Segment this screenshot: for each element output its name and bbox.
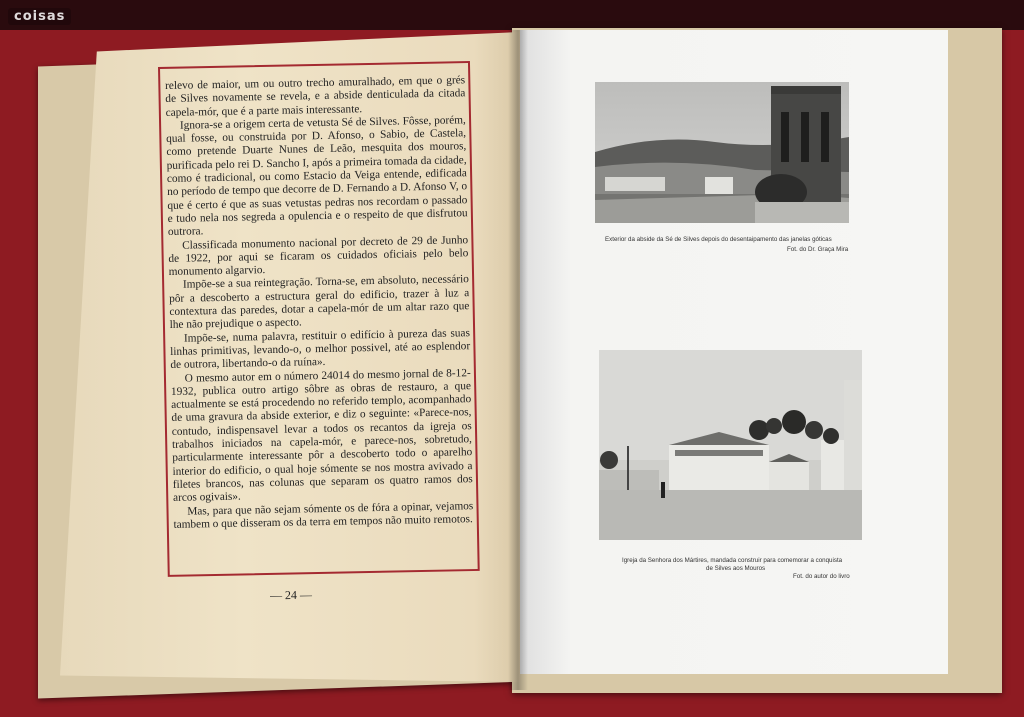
background-top xyxy=(0,0,1024,30)
body-paragraph: Mas, para que não sejam sómente os de fóra a opinar, vejamos tambem o que disseram os da terra em tempos não muito remotos. xyxy=(173,499,474,531)
book-gutter xyxy=(508,30,528,690)
body-paragraph: Impõe-se a sua reintegração. Torna-se, em absoluto, necessário pôr a descoberto a estructura geral do edificio, trazer à luz a contextura das paredes, dotar a capela-mór de um altar razo que lhe não prejudique o aspecto. xyxy=(169,273,470,332)
photo-igreja-image xyxy=(599,350,862,540)
photo2-credit: Fot. do autor do livro xyxy=(793,573,850,580)
watermark-logo: coisas xyxy=(8,8,71,25)
body-paragraph: relevo de maior, um ou outro trecho amuralhado, em que o grés de Silves novamente se revela, e a abside denticulada da citada capela-mór, que é a parte mais interessante. xyxy=(165,74,466,119)
photo2-caption-line1: Igreja da Senhora dos Mártires, mandada construir para comemorar a conquista xyxy=(622,557,843,564)
page-number: — 24 — xyxy=(269,587,313,603)
photo1-caption: Exterior da abside da Sé de Silves depois do desentaipamento das janelas góticas xyxy=(605,236,832,243)
body-paragraph: Impõe-se, numa palavra, restituir o edifício à pureza das suas linhas primitivas, levando-o, o melhor possivel, até ao esplendor de outrora, libertando-o da ruína». xyxy=(170,326,471,372)
body-paragraph: O mesmo autor em o número 24014 do mesmo jornal de 8-12-1932, publica outro artigo sôbre as obras de restauro, a que actualmente se está procedendo no referido templo, acompanhado de uma gravura da abside exterior, e diz o seguinte: «Parece-nos, contudo, indispensavel levar a todos os recantos da igreja os trabalhos iniciados na capela-mór, e parece-nos, sobretudo, particularmente interessante pôr a descoberto todo o aparelho interior do edificio, o qual hoje sómente se nos mostra avivado a filetes brancos, nas colunas que separam os quatro ramos dos arcos ogivais». xyxy=(170,366,473,505)
photo-igreja-martires xyxy=(599,350,862,540)
photo2-caption-line2: de Silves aos Mouros xyxy=(706,565,766,572)
photo1-credit: Fot. do Dr. Graça Mira xyxy=(787,246,849,253)
body-paragraph: Classificada monumento nacional por decreto de 29 de Junho de 1922, por aqui se ficaram os cuidados oficiais pelo belo monumento algarvio. xyxy=(168,233,469,279)
left-page-text xyxy=(165,74,474,532)
photo-se-silves-abside xyxy=(595,82,849,223)
photo-se-silves-image xyxy=(595,82,849,223)
body-paragraph: Ignora-se a origem certa de vetusta Sé de Silves. Fôsse, porém, qual fosse, ou construida por D. Afonso, o Sabio, de Castela, como pretende Duarte Nunes de Leão, mesquita dos mouros, purificada pelo rei D. Sancho I, após a primeira tomada da cidade, como é tradicional, ou como Estacio da Veiga entende, edificada no período de tempo que decorre de D. Fernando a D. Afonso V, o que é certo é que as suas vetustas pedras nos recordam o passado e tudo nela nos segreda a opulencia e o respeito de que disfrutou outrora. xyxy=(166,114,468,239)
